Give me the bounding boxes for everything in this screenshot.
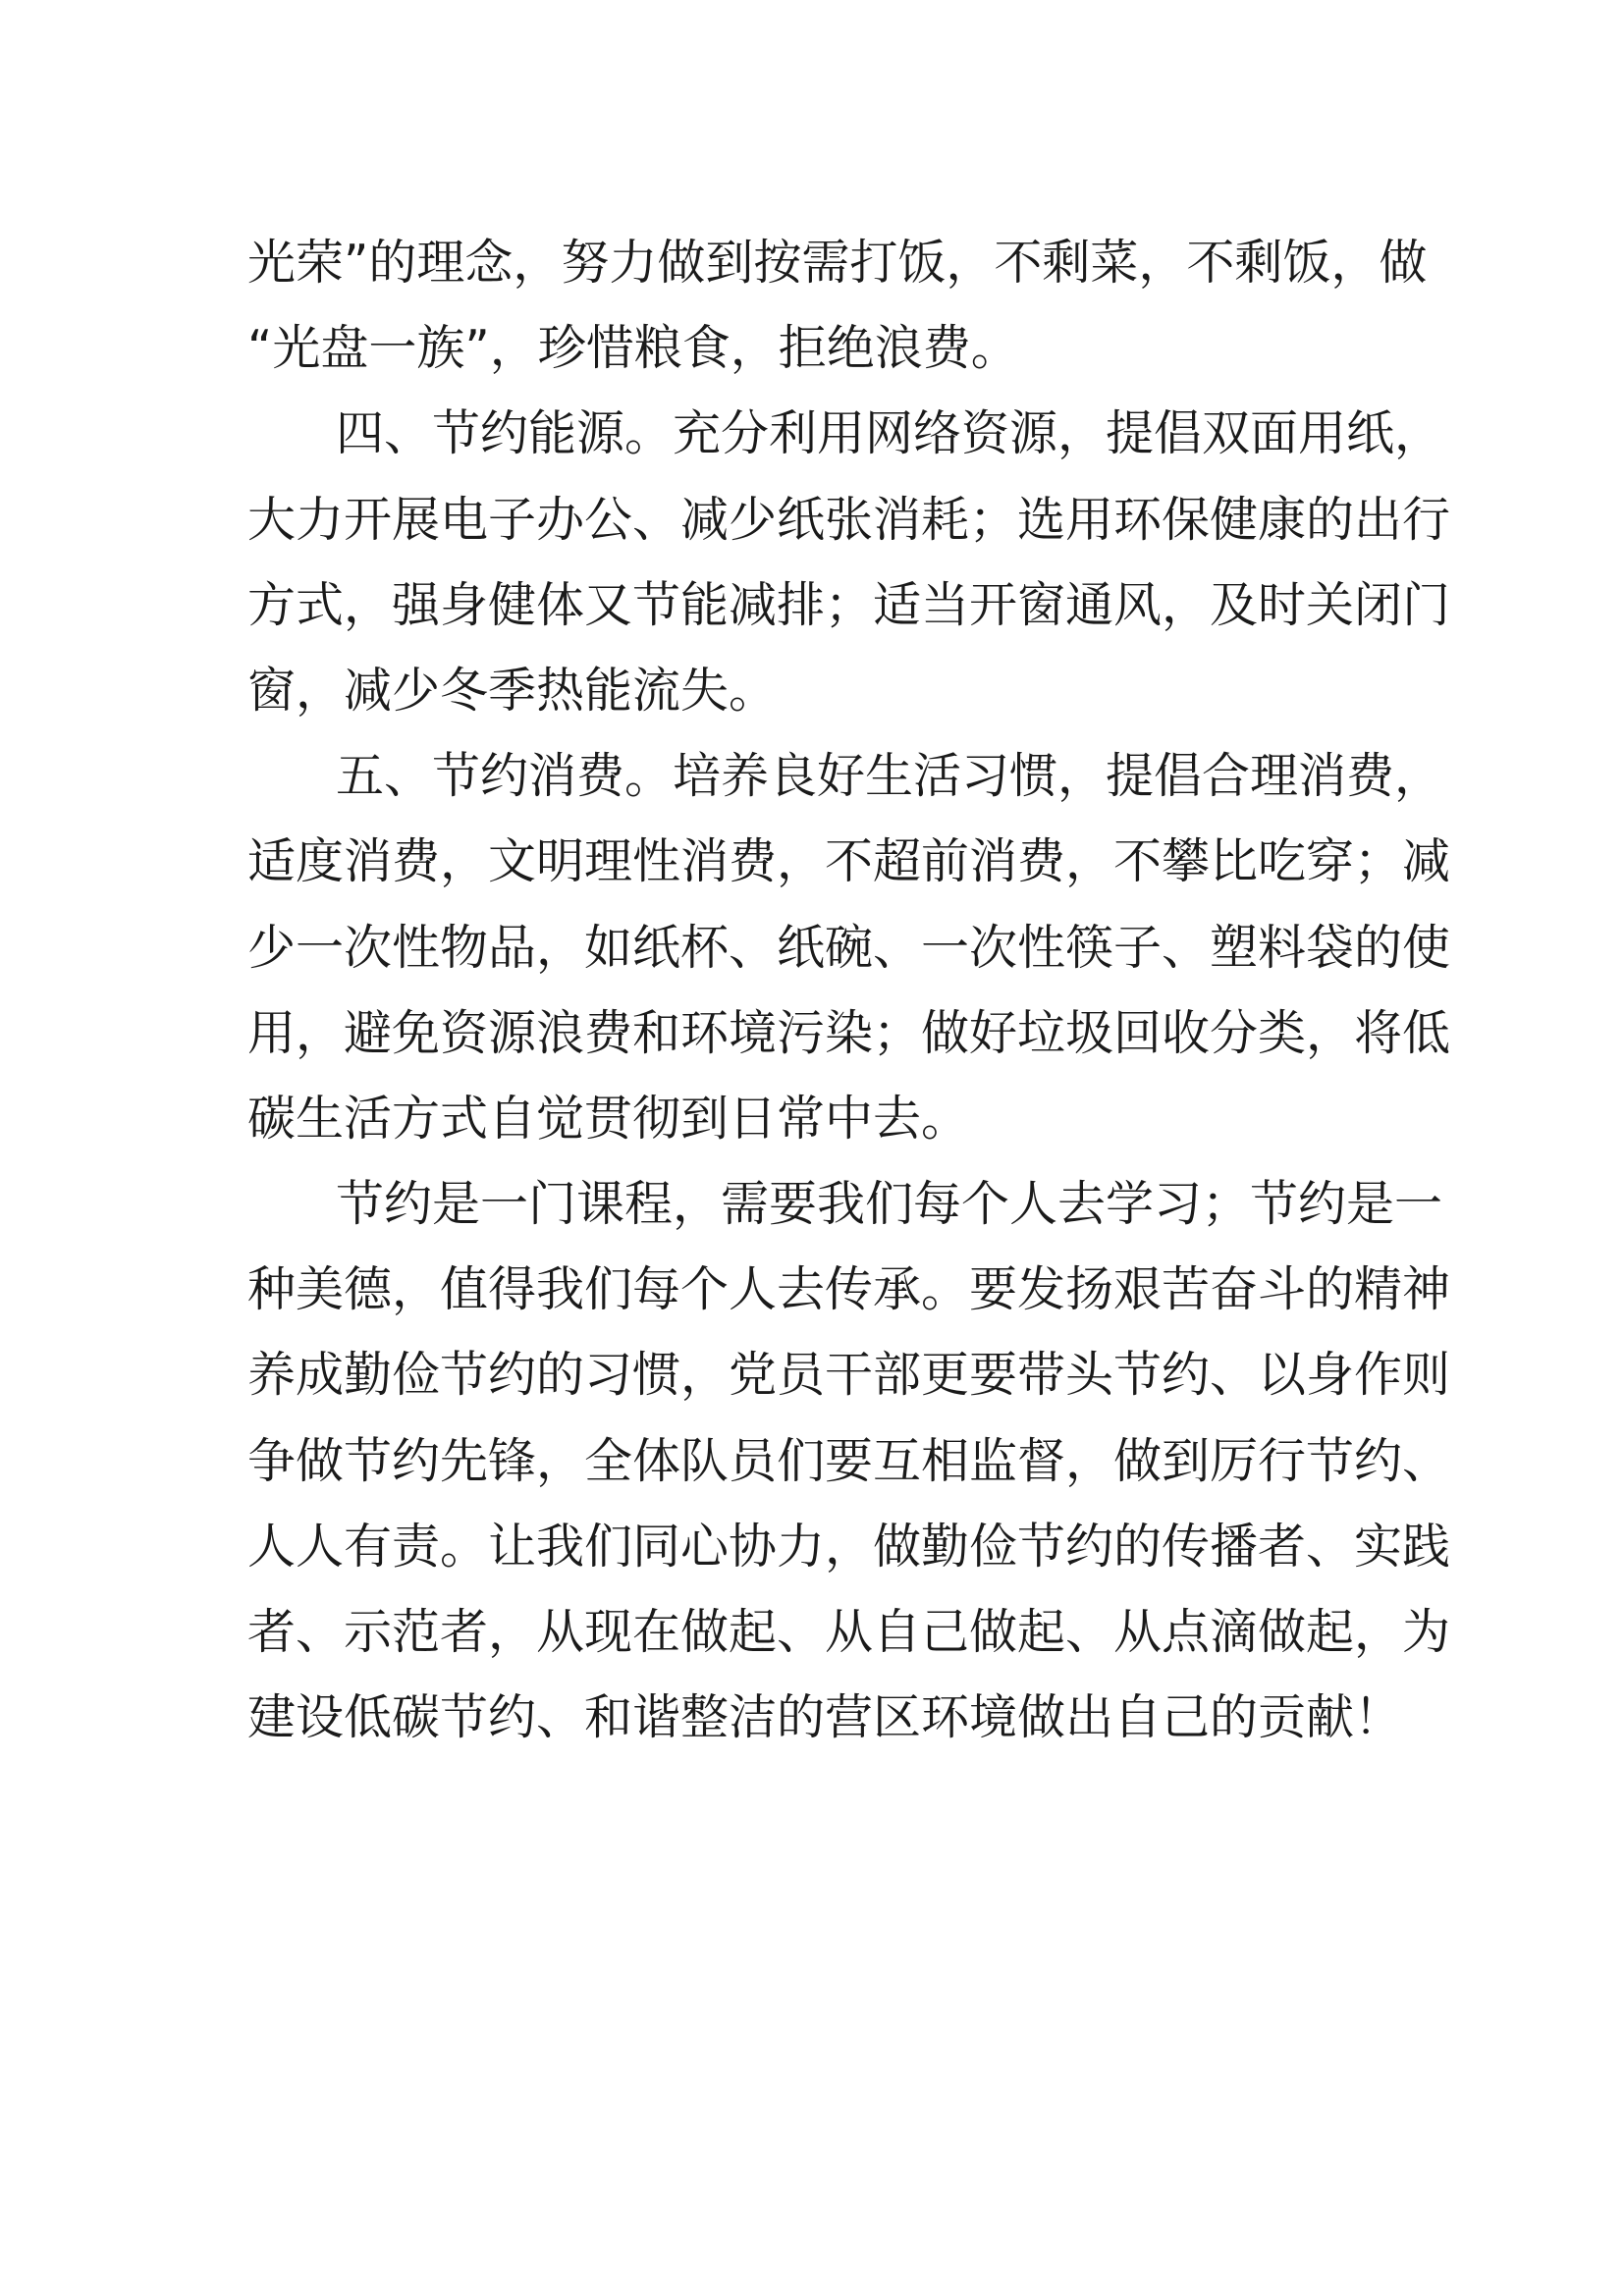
- paragraph-line: 者、示范者，从现在做起、从自己做起、从点滴做起，为: [247, 1604, 1451, 1660]
- paragraph-line: 碳生活方式自觉贯彻到日常中去。: [247, 1090, 970, 1147]
- paragraph-line: 窗，减少冬季热能流失。: [247, 662, 778, 719]
- paragraph-closing: [247, 1161, 1451, 1760]
- paragraph-line: 争做节约先锋，全体队员们要互相监督，做到厉行节约、: [247, 1432, 1451, 1489]
- paragraph-line: 方式，强身健体又节能减排；适当开窗通风，及时关闭门: [247, 576, 1451, 633]
- paragraph-line: “光盘一族”，珍惜粮食，拒绝浪费。: [247, 320, 1019, 377]
- paragraph-line: 五、节约消费。培养良好生活习惯，提倡合理消费，: [336, 748, 1443, 805]
- paragraph-line: 大力开展电子办公、减少纸张消耗；选用环保健康的出行: [247, 491, 1451, 548]
- paragraph-line: 养成勤俭节约的习惯，党员干部更要带头节约、以身作则: [247, 1347, 1451, 1404]
- paragraph-line: 光荣”的理念，努力做到按需打饭，不剩菜，不剩饭，做: [247, 235, 1428, 291]
- paragraph-line: 用，避免资源浪费和环境污染；做好垃圾回收分类，将低: [247, 1004, 1451, 1061]
- paragraph-consumption: [247, 733, 1451, 1161]
- paragraph-line: 人人有责。让我们同心协力，做勤俭节约的传播者、实践: [247, 1518, 1451, 1575]
- paragraph-line: 适度消费，文明理性消费，不超前消费，不攀比吃穿；减: [247, 833, 1451, 890]
- paragraph-line: 节约是一门课程，需要我们每个人去学习；节约是一: [336, 1176, 1443, 1233]
- paragraph-line: 建设低碳节约、和谐整洁的营区环境做出自己的贡献！: [247, 1689, 1403, 1746]
- paragraph-energy: [247, 391, 1451, 733]
- document-body: [247, 220, 1451, 1760]
- paragraph-line: 四、节约能源。充分利用网络资源，提倡双面用纸，: [336, 405, 1443, 462]
- paragraph-line: 少一次性物品，如纸杯、纸碗、一次性筷子、塑料袋的使: [247, 919, 1451, 976]
- paragraph-line: 种美德，值得我们每个人去传承。要发扬艰苦奋斗的精神: [247, 1261, 1451, 1318]
- paragraph-continued: [247, 220, 1428, 391]
